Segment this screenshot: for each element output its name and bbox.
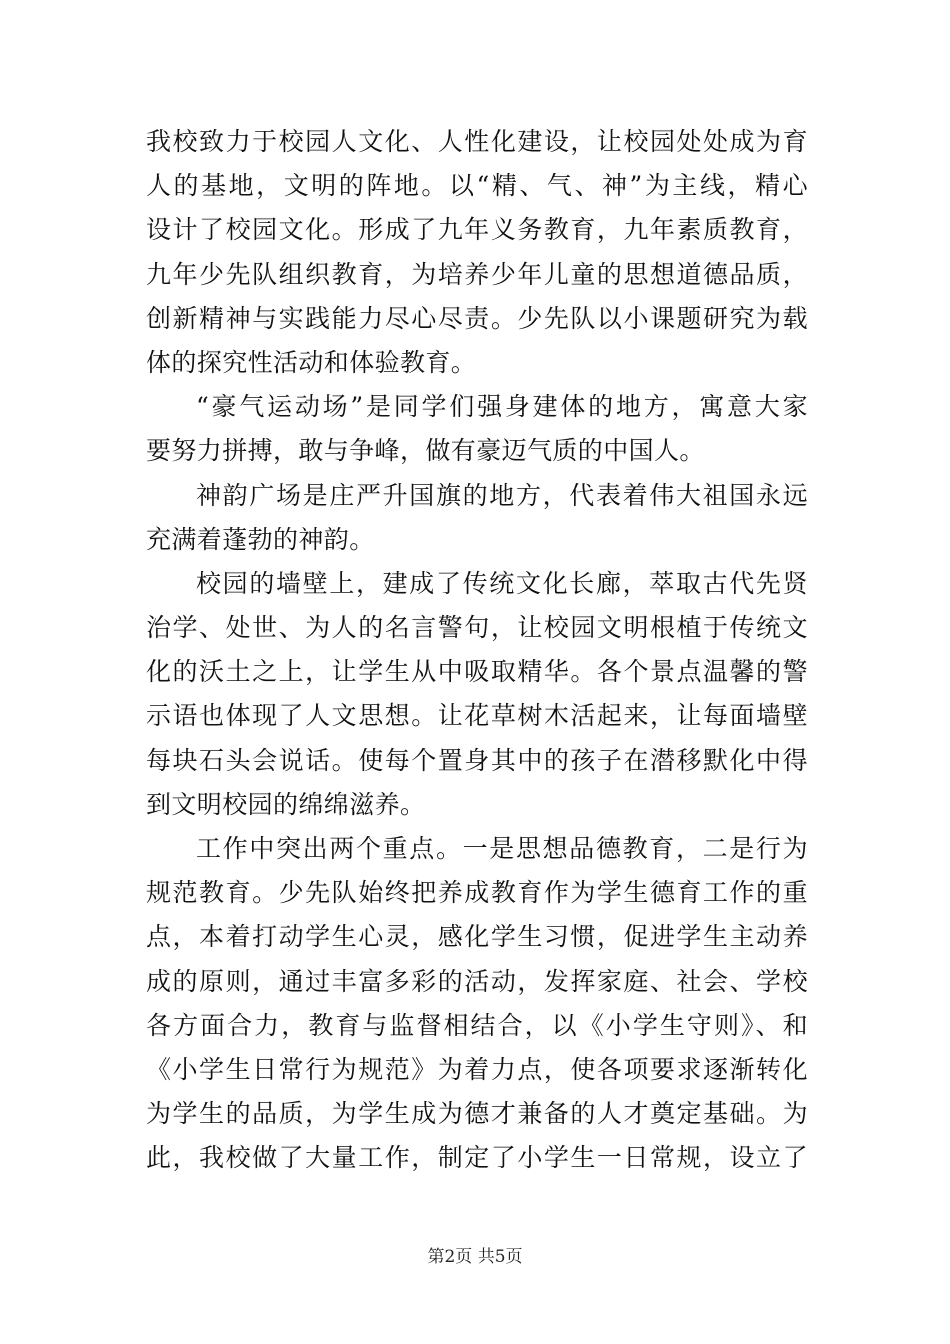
paragraph (146, 385, 808, 473)
text-line: 人的基地，文明的阵地。以“精、气、神”为主线，精心 (146, 171, 808, 201)
paragraph (146, 120, 808, 385)
text-line: 《小学生日常行为规范》为着力点，使各项要求逐渐转化 (146, 1054, 808, 1084)
text-line: 九年少先队组织教育，为培养少年儿童的思想道德品质， (146, 259, 808, 289)
text-line: 治学、处世、为人的名言警句，让校园文明根植于传统文 (146, 613, 808, 643)
text-line: 规范教育。少先队始终把养成教育作为学生德育工作的重 (146, 878, 808, 908)
text-line: 此，我校做了大量工作，制定了小学生一日常规，设立了 (146, 1143, 808, 1173)
paragraph (146, 827, 808, 1181)
text-line: 示语也体现了人文思想。让花草树木活起来，让每面墙壁 (146, 701, 808, 731)
paragraph (146, 474, 808, 562)
text-line: 体的探究性活动和体验教育。 (146, 347, 477, 377)
text-line: 神韵广场是庄严升国旗的地方，代表着伟大祖国永远 (196, 480, 808, 510)
text-line: 化的沃土之上，让学生从中吸取精华。各个景点温馨的警 (146, 657, 808, 687)
text-line: 每块石头会说话。使每个置身其中的孩子在潜移默化中得 (146, 745, 808, 775)
text-line: 各方面合力，教育与监督相结合，以《小学生守则》、和 (146, 1010, 808, 1040)
text-line: 为学生的品质，为学生成为德才兼备的人才奠定基础。为 (146, 1099, 808, 1129)
paragraph (146, 562, 808, 827)
text-line: 到文明校园的绵绵滋养。 (146, 789, 426, 819)
text-line: 点，本着打动学生心灵，感化学生习惯，促进学生主动养 (146, 922, 808, 952)
page-footer: 第2页 共5页 (427, 1247, 523, 1267)
text-line: 成的原则，通过丰富多彩的活动，发挥家庭、社会、学校 (146, 966, 808, 996)
document-body (146, 120, 808, 1181)
text-line: 创新精神与实践能力尽心尽责。少先队以小课题研究为载 (146, 303, 808, 333)
text-line: 我校致力于校园人文化、人性化建设，让校园处处成为育 (146, 127, 808, 156)
text-line: 校园的墙壁上，建成了传统文化长廊，萃取古代先贤 (196, 568, 808, 598)
text-line: 充满着蓬勃的神韵。 (146, 524, 375, 554)
text-line: 要努力拼搏，敢与争峰，做有豪迈气质的中国人。 (146, 436, 705, 466)
text-line: 设计了校园文化。形成了九年义务教育，九年素质教育， (146, 215, 808, 245)
text-line: 工作中突出两个重点。一是思想品德教育，二是行为 (196, 834, 808, 863)
text-line: “豪气运动场”是同学们强身建体的地方，寓意大家 (196, 392, 808, 422)
